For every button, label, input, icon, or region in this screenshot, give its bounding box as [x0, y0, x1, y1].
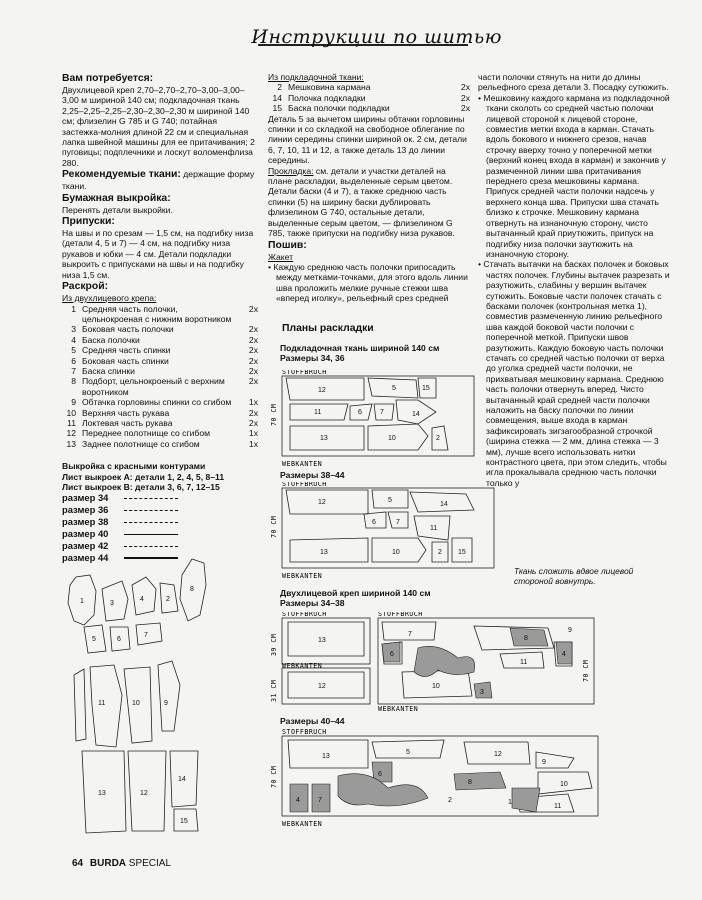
plan1-selvedge-label: WEBKANTEN — [282, 460, 323, 468]
pattern-text: Перенять детали выкройки. — [62, 204, 173, 215]
brand-name: BURDA — [89, 858, 127, 869]
cutting-item-number: 1 — [71, 303, 76, 314]
svg-text:7: 7 — [380, 409, 384, 416]
piece-label-8: 8 — [190, 586, 194, 593]
svg-text:11: 11 — [554, 803, 562, 810]
svg-text:7: 7 — [318, 797, 322, 804]
cutting-item-name: Средняя часть полочки, цельнокроеная с нижним воротником — [82, 303, 232, 324]
cutting-item — [62, 366, 258, 376]
lining-item-number: 2 — [277, 82, 282, 93]
lining-item-name: Полочка подкладки — [288, 92, 366, 103]
svg-text:7: 7 — [396, 519, 400, 526]
svg-text:6: 6 — [390, 651, 394, 658]
plan4-width-label: 70 CM — [270, 765, 278, 788]
svg-text:10: 10 — [560, 781, 568, 788]
size-legend-row — [62, 528, 258, 540]
plan3-width-label-70: 70 CM — [582, 659, 590, 682]
cutting-item-name: Боковая часть спинки — [82, 355, 169, 366]
piece-label-11: 11 — [98, 700, 106, 707]
svg-text:10: 10 — [392, 549, 400, 556]
page-header — [0, 12, 702, 46]
col3-paragraph-2: • Мешковину каждого кармана из подкладочной ткани сколоть со средней частью полочки лицевой стороной к лицевой стороне, совместив метки входа в карман. Стачать вдоль бокового и нижнего срезов, начав строчку вверху точно у поперечной метки (верхний конец входа в карман) и закончив у размеченной линии шва притачивания переднего среза мешковины кармана. Припуск средней части полочки надсечь у верхнего конца шва. Припуски шва стачать близко к строчке. Мешковину кармана отвернуть на изнаночную сторону, чисто вытачанный край приутюжить, припуск на подгибку низа полочки заутюжить на изнаночную сторону. — [478, 92, 670, 259]
cutting-item-name: Обтачка горловины спинки со сгибом — [82, 397, 232, 408]
cutting-item-number: 11 — [67, 417, 76, 428]
size-line-sample — [124, 522, 178, 523]
plan4-heading-block — [280, 716, 480, 726]
lining-item-qty: 2x — [460, 92, 470, 103]
plan3-heading: Двухлицевой креп шириной 140 см — [280, 588, 431, 598]
cutting-item-qty: 1x — [248, 428, 258, 439]
fold-caption: Ткань сложить вдвое лицевой стороной вовнутрь. — [514, 566, 634, 586]
sheet-heading: Выкройка с красными контурами — [62, 461, 206, 472]
plan2-selvedge-label: WEBKANTEN — [282, 572, 323, 580]
cutting-item — [62, 428, 258, 438]
cutting-item-qty: 2x — [248, 324, 258, 335]
cutting-item-qty: 2x — [248, 417, 258, 428]
cutting-item-name: Баска спинки — [82, 365, 135, 376]
cutting-item-name: Заднее полотнище со сгибом — [82, 438, 200, 449]
svg-text:4: 4 — [296, 797, 300, 804]
cutting-item-number: 5 — [71, 345, 76, 356]
page-title: Инструкции по шитью — [251, 26, 502, 48]
materials-heading: Вам потребуется: — [62, 73, 154, 84]
plan2-sizes: Размеры 38–44 — [280, 470, 345, 480]
piece-label-6: 6 — [117, 636, 121, 643]
plan3-width-label-39: 39 CM — [270, 633, 278, 656]
plan3-fold-label-2: STOFFBRUCH — [378, 612, 423, 618]
cutting-item-name: Средняя часть спинки — [82, 345, 171, 356]
svg-text:13: 13 — [322, 753, 330, 760]
svg-text:6: 6 — [372, 519, 376, 526]
cutting-item-name: Переднее полотнище со сгибом — [82, 428, 211, 439]
svg-text:12: 12 — [318, 683, 326, 690]
cutting-heading: Раскрой: — [62, 281, 109, 293]
svg-text:2: 2 — [448, 797, 452, 804]
cutting-item — [62, 304, 258, 325]
size-line-sample — [124, 546, 178, 547]
piece-label-3: 3 — [110, 600, 114, 607]
cutting-item-name: Верхняя часть рукава — [82, 407, 170, 418]
interfacing-text: см. детали и участки деталей на плане раскладки, выделенные серым цветом. Детали баски (4 и 7), а также среднюю часть спинки (5) на ширину баски дублировать флизелином G 740, остальные детали, выделенные серым цветом, — флизелином G 785, также припуски на подгибку низа рукавов. — [268, 165, 455, 239]
cutting-item-name: Локтевая часть рукава — [82, 417, 173, 428]
svg-text:14: 14 — [440, 501, 448, 508]
jacket-subheading: Жакет — [268, 251, 294, 262]
cutting-item-number: 8 — [71, 376, 76, 387]
cutting-item-number: 13 — [66, 438, 76, 449]
fabrics-heading: Рекомендуемые ткани: — [62, 169, 181, 181]
cutting-item-name: Баска полочки — [82, 334, 140, 345]
svg-text:4: 4 — [562, 651, 566, 658]
plan1-width-label: 70 CM — [270, 403, 278, 426]
sewing-text: • Каждую среднюю часть полочки припосадить между метками-точками, для этого вдоль линии шва проложить мелкие ручные стежки шва «вперед иголку», рельефный срез средней — [268, 261, 468, 304]
piece-label-7: 7 — [144, 632, 148, 639]
plan1-heading: Подкладочная ткань шириной 140 см — [280, 342, 440, 353]
svg-text:5: 5 — [388, 497, 392, 504]
svg-text:2: 2 — [436, 435, 440, 442]
lining-subheading: Из подкладочной ткани: — [268, 72, 364, 82]
cutting-item — [62, 408, 258, 418]
piece-label-5: 5 — [92, 636, 96, 643]
materials-text: Двухлицевой креп 2,70–2,70–2,70–3,00–3,00–3,00 м шириной 140 см; подкладочная ткань 2,25–2,25–2,25–2,30–2,30–2,30 м шириной 140 см; флизелин G 785 и G 740; потайная застежка-молния длиной 22 см и специальная лапка швейной машины для ее притачивания; 2 пуговицы; подплечники и лоскут воломенфлиза 280. — [62, 85, 255, 168]
allowance-heading: Припуски: — [62, 216, 115, 228]
svg-text:15: 15 — [458, 549, 466, 556]
plan2-fold-label: STOFFBRUCH — [282, 482, 327, 488]
svg-text:1: 1 — [508, 799, 512, 806]
plan4-sizes: Размеры 40–44 — [280, 716, 345, 726]
cutting-item — [62, 439, 258, 449]
lining-item-qty: 2x — [460, 82, 470, 93]
interfacing-label: Прокладка: — [268, 165, 314, 176]
piece-label-15: 15 — [180, 818, 188, 825]
piece-label-13: 13 — [98, 790, 106, 797]
column-3 — [478, 72, 674, 488]
cutting-subheading: Из двухлицевого крепа: — [62, 293, 157, 304]
cutting-item-qty: 2x — [248, 345, 258, 356]
cutting-item-number: 4 — [71, 334, 76, 345]
cutting-item — [62, 376, 258, 397]
svg-text:3: 3 — [480, 689, 484, 696]
cutting-item — [62, 345, 258, 355]
cutting-item-number: 12 — [66, 428, 76, 439]
piece-label-10: 10 — [132, 700, 140, 707]
cutting-item-qty: 1x — [248, 438, 258, 449]
svg-text:12: 12 — [318, 499, 326, 506]
svg-text:8: 8 — [468, 779, 472, 786]
svg-text:11: 11 — [314, 409, 322, 416]
plan4-fold-label: STOFFBRUCH — [282, 728, 327, 736]
lining-item-name: Баска полочки подкладки — [288, 103, 390, 114]
cutting-item — [62, 397, 258, 407]
cutting-item-qty: 2x — [248, 355, 258, 366]
cutting-item-number: 6 — [71, 355, 76, 366]
size-legend-row — [62, 504, 258, 516]
column-1 — [62, 72, 258, 564]
sewing-heading: Пошив: — [268, 239, 307, 251]
plan3-selvedge-label-2: WEBKANTEN — [378, 705, 419, 712]
svg-text:13: 13 — [318, 637, 326, 644]
lining-item-number: 15 — [272, 103, 282, 114]
svg-text:6: 6 — [358, 409, 362, 416]
sheet-b: Лист выкроек В: детали 3, 6, 7, 12–15 — [62, 482, 220, 492]
cutting-item-name: Подборт, цельнокроеный с верхним воротником — [82, 376, 225, 397]
piece-label-12: 12 — [140, 790, 148, 797]
lining-item — [268, 103, 470, 113]
pattern-heading: Бумажная выкройка: — [62, 192, 171, 204]
cutting-item-number: 3 — [71, 324, 76, 335]
svg-text:9: 9 — [568, 627, 572, 634]
size-label: размер 40 — [62, 528, 109, 540]
cutting-item-name: Боковая часть полочки — [82, 324, 174, 335]
lining-item-qty: 2x — [460, 103, 470, 114]
size-label: размер 42 — [62, 540, 109, 552]
cutting-list — [62, 304, 258, 450]
size-label: размер 36 — [62, 504, 109, 516]
plan3-fold-label-1: STOFFBRUCH — [282, 612, 327, 618]
fabrics-text: держащие форму ткани. — [62, 169, 255, 192]
cutting-item-number: 7 — [71, 365, 76, 376]
lining-item — [268, 82, 470, 92]
svg-text:5: 5 — [406, 749, 410, 756]
cutting-item — [62, 356, 258, 366]
piece-label-14: 14 — [178, 776, 186, 783]
plan2-width-label: 70 CM — [270, 515, 278, 538]
page-number: 64 — [72, 858, 84, 869]
col3-paragraph-3: • Стачать вытачки на басках полочек и боковых частях полочек. Глубины вытачек разрезать и разутюжить, слабины у вершин вытачек сутюжить. Боковые части полочек стачать с басками полочек (контрольная метка 1), совместив размеченную линию рельефного шва каждой боковой части полочки с поперечной меткой. Припуски швов разутюжить. Каждую боковую часть полочки стачать со средней частью полочки от верха до уголка средней части полочки, не прихватывая мешковину кармана. Среднюю часть полочки отвернуть вперед. Чисто вытачанный край средней части полочки наложить на баску полочки по линии совмещения, выше входа в карман зафиксировать зигзагообразной строчкой (ширина стежка — 2 мм, длина стежка — 3 мм), лучше всего использовать нитки контрастного цвета, при этом следить, чтобы игла прокалывала среднюю часть полочки только у — [478, 259, 670, 488]
plan1-fold-label: STOFFBRUCH — [282, 370, 327, 376]
cutting-item-qty: 2x — [248, 334, 258, 345]
plan3-selvedge-label-1: WEBKANTEN — [282, 662, 323, 670]
cutting-item — [62, 335, 258, 345]
lining-text: Деталь 5 за вычетом ширины обтачки горловины спинки и со складкой на свободное облегание по линии середины спинки шириной ок. 2 см, детали 6, 7, 10, 11 и 12, а также деталь 13 до линии середины. — [268, 113, 467, 166]
page-footer — [72, 858, 171, 869]
svg-text:7: 7 — [408, 631, 412, 638]
layout-plan-3 — [268, 612, 598, 712]
plan3-heading-block — [280, 588, 500, 609]
column-2 — [268, 72, 470, 363]
size-legend-row — [62, 516, 258, 528]
cutting-item — [62, 324, 258, 334]
plan3-sizes: Размеры 34–38 — [280, 598, 345, 609]
sheet-a: Лист выкроек А: детали 1, 2, 4, 5, 8–11 — [62, 471, 225, 482]
layout-plan-1 — [268, 370, 478, 468]
svg-text:11: 11 — [520, 659, 528, 666]
svg-text:2: 2 — [438, 549, 442, 556]
svg-text:6: 6 — [378, 771, 382, 778]
layout-plan-4 — [268, 728, 608, 828]
svg-text:14: 14 — [412, 411, 420, 418]
size-label: размер 38 — [62, 516, 109, 528]
size-line-sample — [124, 534, 178, 535]
lining-list — [268, 82, 470, 113]
lining-item — [268, 93, 470, 103]
svg-text:8: 8 — [524, 635, 528, 642]
size-line-sample — [124, 510, 178, 511]
col3-paragraph-1: части полочки стянуть на нити до длины рельефного среза детали 3. Посадку сутюжить. — [478, 72, 669, 93]
pattern-pieces-diagram — [62, 552, 267, 840]
svg-text:5: 5 — [392, 385, 396, 392]
layout-plan-2 — [268, 482, 498, 580]
cutting-item-qty: 2x — [248, 376, 258, 387]
plan4-selvedge-label: WEBKANTEN — [282, 820, 323, 828]
cutting-item-qty: 2x — [248, 365, 258, 376]
svg-text:10: 10 — [432, 683, 440, 690]
svg-text:15: 15 — [422, 385, 430, 392]
cutting-item-qty: 2x — [248, 303, 258, 314]
cutting-item-qty: 1x — [248, 397, 258, 408]
plan3-width-label-31: 31 CM — [270, 679, 278, 702]
cutting-item-qty: 2x — [248, 407, 258, 418]
lining-item-number: 14 — [272, 92, 282, 103]
layout-plans-heading: Планы раскладки — [282, 322, 374, 334]
svg-text:10: 10 — [388, 435, 396, 442]
allowance-text: На швы и по срезам — 1,5 см, на подгибку низа (детали 4, 5 и 7) — 4 см, на подгибку низа рукавов и юбки — 4 см. Детали подкладки выкроить с припусками на швы и на подгибку низа 1,5 см. — [62, 228, 254, 280]
plan2-heading-block — [280, 470, 480, 480]
size-line-sample — [124, 498, 178, 499]
piece-label-1: 1 — [80, 598, 84, 605]
svg-text:11: 11 — [430, 525, 438, 532]
svg-text:12: 12 — [494, 751, 502, 758]
piece-label-9: 9 — [164, 700, 168, 707]
svg-text:9: 9 — [542, 759, 546, 766]
cutting-item-number: 10 — [66, 407, 76, 418]
cutting-item-number: 9 — [71, 397, 76, 408]
size-label: размер 44 — [62, 552, 109, 564]
cutting-item — [62, 418, 258, 428]
svg-text:12: 12 — [318, 387, 326, 394]
svg-text:13: 13 — [320, 549, 328, 556]
size-legend — [62, 492, 258, 564]
size-legend-row — [62, 540, 258, 552]
lining-item-name: Мешковина кармана — [288, 82, 371, 93]
piece-label-2: 2 — [166, 596, 170, 603]
plan1-sizes: Размеры 34, 36 — [280, 352, 345, 363]
piece-label-4: 4 — [140, 596, 144, 603]
brand-suffix: SPECIAL — [128, 858, 172, 869]
svg-text:13: 13 — [320, 435, 328, 442]
size-label: размер 34 — [62, 492, 109, 504]
size-legend-row — [62, 492, 258, 504]
